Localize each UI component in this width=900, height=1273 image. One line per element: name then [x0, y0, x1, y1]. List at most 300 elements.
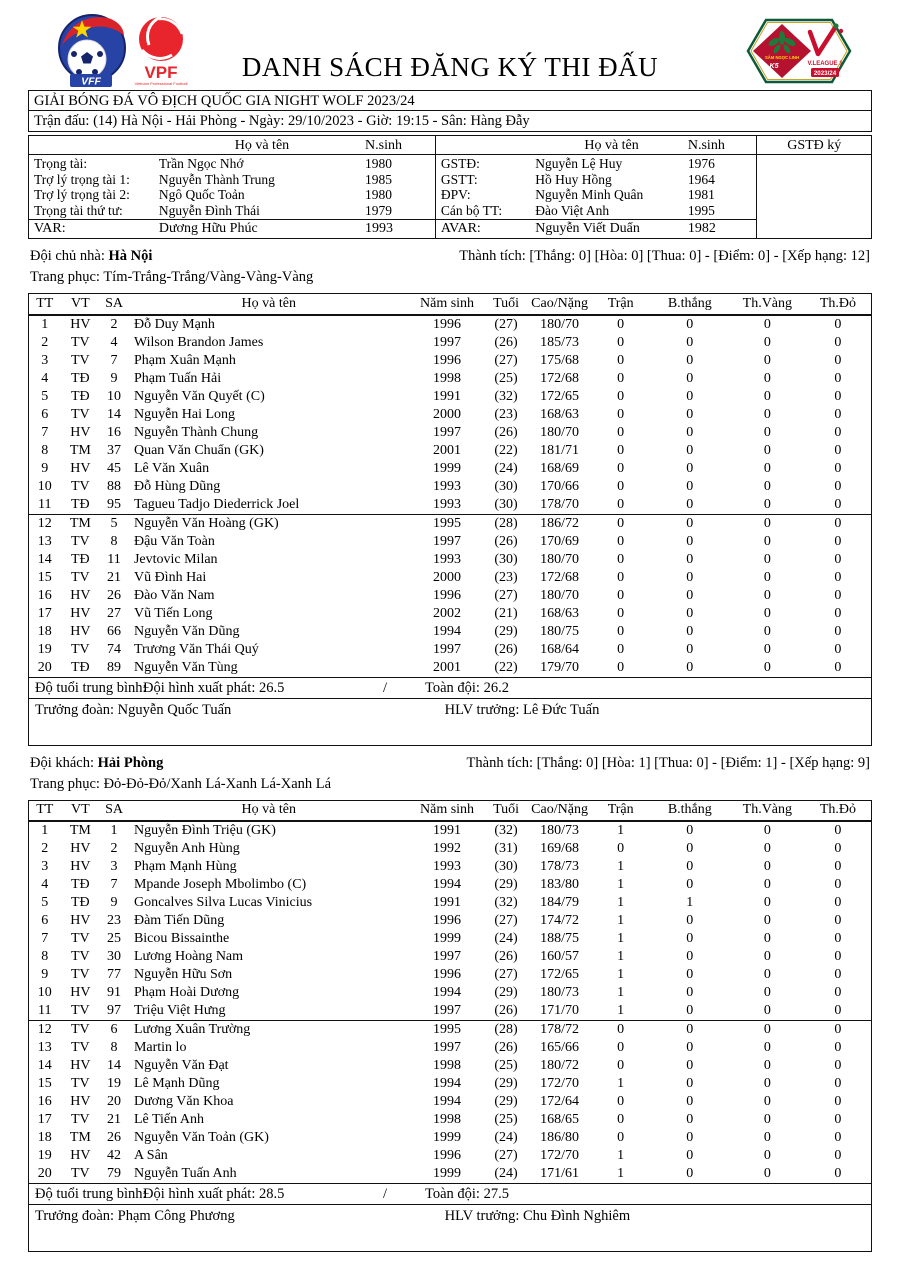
player-matches: 0 — [617, 460, 625, 476]
player-yellow: 0 — [763, 406, 771, 422]
player-yellow: 0 — [763, 985, 771, 1000]
player-hw: 180/73 — [540, 823, 579, 838]
player-vt: TV — [71, 352, 90, 368]
avg-age-row — [29, 677, 872, 698]
official-row — [29, 156, 435, 172]
player-row — [29, 858, 872, 876]
player-age: (30) — [494, 496, 518, 512]
player-born: 1997 — [433, 1003, 462, 1018]
player-wins: 0 — [686, 641, 694, 657]
player-matches: 0 — [617, 641, 625, 657]
player-red: 0 — [834, 895, 842, 910]
player-vt: TĐ — [71, 496, 90, 512]
player-name: Nguyễn Văn Đạt — [133, 1058, 229, 1073]
player-yellow: 0 — [763, 1094, 771, 1109]
player-age: (26) — [494, 1040, 518, 1055]
document-header — [28, 12, 872, 90]
player-sa: 9 — [110, 895, 118, 910]
player-tt: 7 — [41, 931, 49, 946]
official-name: Trần Ngọc Nhớ — [158, 156, 244, 171]
player-red: 0 — [834, 949, 842, 964]
player-red: 0 — [805, 514, 872, 533]
player-wins: 0 — [686, 913, 694, 928]
player-red: 0 — [834, 913, 842, 928]
player-vt: TV — [71, 931, 90, 946]
player-red: 0 — [834, 641, 842, 657]
player-matches: 0 — [617, 533, 625, 549]
player-wins: 0 — [686, 931, 694, 946]
player-yellow: 0 — [763, 1166, 771, 1181]
player-vt: HV — [70, 587, 91, 603]
avg-age-label: Độ tuổi trung bình: — [35, 679, 147, 696]
player-name: Phạm Tuấn Hải — [133, 370, 222, 386]
player-name: Vũ Tiến Long — [133, 605, 213, 621]
official-born: 1982 — [687, 221, 716, 236]
player-row — [29, 370, 872, 388]
player-vt: HV — [70, 1148, 91, 1163]
player-wins: 0 — [686, 478, 694, 494]
player-matches: 0 — [617, 478, 625, 494]
player-born: 1995 — [410, 1021, 485, 1040]
player-sa: 88 — [107, 478, 122, 494]
player-tt: 6 — [41, 913, 49, 928]
player-row — [29, 334, 872, 352]
player-tt: 13 — [37, 1040, 52, 1055]
official-label: VAR: — [34, 221, 66, 236]
player-sa: 21 — [107, 1112, 122, 1127]
signature-column — [756, 136, 871, 238]
col-born-header: N.sinh — [365, 138, 402, 153]
svg-text:SÂM NGỌC LINH: SÂM NGỌC LINH — [765, 55, 799, 60]
signature-header: GSTĐ ký — [757, 136, 871, 155]
officials-right-block — [435, 136, 757, 238]
player-matches: 1 — [617, 985, 625, 1000]
player-tt: 11 — [38, 1003, 52, 1018]
player-yellow: 0 — [763, 841, 771, 856]
player-red: 0 — [834, 370, 842, 386]
home-role-label: Đội chủ nhà: — [30, 248, 105, 264]
player-matches: 0 — [617, 1112, 625, 1127]
player-name: Đỗ Hùng Dũng — [133, 478, 221, 494]
player-red: 0 — [834, 496, 842, 512]
player-tt: 2 — [41, 841, 49, 856]
player-hw: 165/66 — [540, 1040, 579, 1055]
player-matches: 1 — [617, 967, 625, 982]
player-yellow: 0 — [730, 1021, 805, 1040]
player-vt: TĐ — [71, 551, 90, 567]
player-hw: 168/69 — [540, 460, 579, 476]
player-yellow: 0 — [763, 931, 771, 946]
player-yellow: 0 — [763, 823, 771, 838]
player-born: 1997 — [433, 641, 462, 657]
player-age: (32) — [494, 823, 518, 838]
player-age: (27) — [494, 352, 518, 368]
player-age: (27) — [494, 913, 518, 928]
official-label: Trợ lý trọng tài 1: — [34, 171, 130, 187]
officials-left-block — [29, 136, 435, 238]
player-vt: TĐ — [71, 895, 90, 910]
player-age: (27) — [494, 316, 518, 332]
player-tt: 10 — [37, 985, 52, 1000]
head-coach: HLV trưởng: Chu Đình Nghiêm — [444, 1208, 631, 1224]
official-born: 1985 — [365, 171, 393, 187]
player-age: (21) — [494, 605, 518, 621]
player-name: Nguyễn Văn Tùng — [133, 659, 238, 675]
manager: Trưởng đoàn: Nguyễn Quốc Tuấn — [35, 701, 232, 718]
player-sa: 8 — [110, 1040, 118, 1055]
player-name: A Sân — [133, 1148, 168, 1163]
player-hw: 160/57 — [540, 949, 579, 964]
player-hw: 178/73 — [540, 859, 579, 874]
staff-row — [29, 698, 872, 745]
away-squad-table — [28, 800, 872, 1253]
player-age: (25) — [494, 370, 518, 386]
player-hw: 184/79 — [540, 895, 579, 910]
player-vt: TĐ — [71, 370, 90, 386]
player-matches: 0 — [617, 605, 625, 621]
player-hw: 169/68 — [540, 841, 579, 856]
player-sa: 14 — [107, 1058, 122, 1073]
player-sa: 77 — [107, 967, 122, 982]
player-matches: 1 — [617, 949, 625, 964]
home-team-title — [30, 246, 152, 267]
player-yellow: 0 — [730, 514, 805, 533]
player-row — [29, 641, 872, 659]
player-vt: HV — [70, 605, 91, 621]
official-row — [436, 187, 757, 203]
player-sa: 25 — [107, 931, 122, 946]
player-name: Lương Xuân Trường — [128, 1021, 410, 1040]
player-sa: 89 — [107, 659, 122, 675]
player-vt: TM — [69, 823, 91, 838]
away-role-label: Đội khách: — [30, 754, 95, 771]
player-wins: 0 — [686, 370, 694, 386]
head-coach: HLV trưởng: Lê Đức Tuấn — [444, 701, 600, 718]
player-hw: 181/71 — [540, 442, 579, 458]
home-squad-table — [28, 293, 872, 746]
player-matches: 0 — [617, 352, 625, 368]
player-sa: 3 — [110, 859, 118, 874]
official-born: 1981 — [687, 187, 715, 202]
home-team-kit: Trang phục: Tím-Trắng-Trắng/Vàng-Vàng-Vàng — [30, 269, 314, 285]
player-wins: 0 — [686, 587, 694, 603]
player-name: Nguyễn Văn Dũng — [133, 623, 240, 639]
svg-text:VPF: VPF — [144, 63, 178, 82]
player-name: Vũ Đình Hai — [133, 569, 207, 585]
player-name: Lê Mạnh Dũng — [133, 1076, 220, 1091]
player-age: (29) — [494, 877, 518, 892]
player-wins: 0 — [686, 424, 694, 440]
player-age: (26) — [494, 949, 518, 964]
player-matches: 1 — [617, 1166, 625, 1181]
player-tt: 18 — [37, 623, 52, 639]
player-sa: 66 — [107, 623, 122, 639]
player-age: (27) — [494, 967, 518, 982]
player-tt: 3 — [41, 859, 49, 874]
player-tt: 2 — [41, 334, 49, 350]
home-team-section — [28, 246, 872, 746]
player-hw: 170/69 — [540, 533, 579, 549]
player-matches: 0 — [617, 1130, 625, 1145]
player-yellow: 0 — [763, 478, 771, 494]
player-matches: 0 — [617, 1094, 625, 1109]
vleague-badge-icon — [746, 16, 852, 86]
player-red: 0 — [834, 1094, 842, 1109]
player-sa: 8 — [110, 533, 118, 549]
player-row — [29, 1093, 872, 1111]
svg-text:VFF: VFF — [81, 75, 101, 88]
player-red: 0 — [834, 823, 842, 838]
player-sa: 30 — [107, 949, 122, 964]
col-name-header: Họ và tên — [584, 138, 639, 153]
player-tt: 8 — [41, 442, 49, 458]
player-name: Dương Văn Khoa — [133, 1094, 234, 1109]
svg-text:Vietnam Professional Football: Vietnam Professional Football — [134, 81, 188, 86]
player-matches: 0 — [617, 1058, 625, 1073]
squad-header-row: TT VT SA Họ và tên Năm sinh Tuổi Cao/Nặng Trận B.thắng Th.Vàng Th.Đỏ — [29, 294, 872, 315]
svg-text:V.LEAGUE 1: V.LEAGUE 1 — [807, 61, 843, 67]
player-yellow: 0 — [763, 949, 771, 964]
player-vt: TV — [61, 1021, 101, 1040]
player-wins: 0 — [686, 496, 694, 512]
player-hw: 172/64 — [540, 1094, 579, 1109]
player-row — [29, 587, 872, 605]
player-matches: 1 — [617, 877, 625, 892]
player-name: Phạm Hoài Dương — [133, 985, 240, 1000]
player-sa: 26 — [107, 1130, 122, 1145]
player-row — [29, 424, 872, 442]
player-age: (24) — [494, 931, 518, 946]
player-name: Nguyễn Văn Hoàng (GK) — [128, 514, 410, 533]
player-hw: 183/80 — [540, 877, 579, 892]
player-name: Bicou Bissainthe — [133, 931, 230, 946]
player-tt: 18 — [37, 1130, 52, 1145]
player-name: Lê Văn Xuân — [133, 460, 210, 476]
player-yellow: 0 — [763, 659, 771, 675]
player-name: Phạm Mạnh Hùng — [133, 859, 237, 874]
player-sa: 37 — [107, 442, 122, 458]
player-yellow: 0 — [763, 496, 771, 512]
player-red: 0 — [834, 551, 842, 567]
player-wins: 0 — [686, 859, 694, 874]
player-red: 0 — [834, 1003, 842, 1018]
player-vt: TĐ — [71, 659, 90, 675]
player-sa: 42 — [107, 1148, 122, 1163]
official-name: Nguyễn Đình Thái — [158, 202, 260, 218]
player-vt: TV — [71, 967, 90, 982]
starting-avg: Đội hình xuất phát: 26.5 — [143, 679, 285, 696]
player-sa: 23 — [107, 913, 122, 928]
player-tt: 20 — [37, 659, 52, 675]
player-age: (26) — [494, 1003, 518, 1018]
player-age: (24) — [494, 1166, 518, 1181]
player-yellow: 0 — [763, 316, 771, 332]
player-tt: 7 — [41, 424, 49, 440]
official-born: 1964 — [687, 171, 715, 187]
avg-age-row — [29, 1184, 872, 1205]
player-wins: 0 — [686, 460, 694, 476]
player-red: 0 — [834, 659, 842, 675]
player-row — [29, 569, 872, 587]
official-name: Ngô Quốc Toản — [158, 187, 245, 202]
player-red: 0 — [834, 967, 842, 982]
player-row — [29, 514, 872, 533]
player-vt: HV — [70, 460, 91, 476]
player-matches: 1 — [617, 931, 625, 946]
official-name: Dương Hữu Phúc — [158, 221, 258, 236]
player-wins: 0 — [686, 949, 694, 964]
player-row — [29, 1147, 872, 1165]
player-born: 1993 — [433, 478, 462, 494]
player-red: 0 — [834, 1040, 842, 1055]
player-red: 0 — [834, 478, 842, 494]
player-vt: TV — [71, 334, 90, 350]
player-row — [29, 1111, 872, 1129]
player-red: 0 — [834, 442, 842, 458]
player-vt: HV — [70, 913, 91, 928]
player-age: (26) — [494, 641, 518, 657]
player-row — [29, 876, 872, 894]
player-name: Nguyễn Văn Toản (GK) — [133, 1130, 269, 1145]
player-row — [29, 1039, 872, 1057]
player-tt: 4 — [41, 877, 49, 892]
officials-right-rows — [436, 155, 757, 220]
tournament-name: GIẢI BÓNG ĐÁ VÔ ĐỊCH QUỐC GIA NIGHT WOLF 2023/24 — [29, 91, 871, 111]
officials-table — [28, 135, 872, 239]
player-row — [29, 930, 872, 948]
player-matches: 1 — [617, 913, 625, 928]
player-age: (27) — [494, 587, 518, 603]
player-yellow: 0 — [763, 587, 771, 603]
player-name: Nguyễn Văn Quyết (C) — [133, 388, 265, 404]
player-matches: 0 — [617, 841, 625, 856]
player-age: (30) — [494, 859, 518, 874]
player-vt: HV — [70, 985, 91, 1000]
player-wins: 0 — [686, 659, 694, 675]
player-vt: TM — [69, 442, 91, 458]
player-born: 1997 — [433, 1040, 462, 1055]
player-yellow: 0 — [763, 388, 771, 404]
official-name: Nguyễn Viết Duẩn — [535, 221, 640, 236]
player-yellow: 0 — [763, 895, 771, 910]
player-row — [29, 496, 872, 515]
col-born-header: N.sinh — [687, 138, 725, 153]
player-tt: 3 — [41, 352, 49, 368]
player-hw: 172/65 — [540, 967, 579, 982]
player-yellow: 0 — [763, 641, 771, 657]
player-vt: HV — [70, 859, 91, 874]
player-tt: 1 — [41, 316, 49, 332]
player-hw: 186/80 — [540, 1130, 579, 1145]
player-tt: 16 — [37, 587, 52, 603]
player-tt: 15 — [37, 569, 52, 585]
player-sa: 9 — [110, 370, 118, 386]
player-yellow: 0 — [763, 1040, 771, 1055]
player-born: 1994 — [433, 1076, 462, 1091]
player-yellow: 0 — [763, 913, 771, 928]
player-age: (25) — [494, 1058, 518, 1073]
player-sa: 79 — [107, 1166, 122, 1181]
official-label: Trọng tài thứ tư: — [34, 202, 123, 218]
manager: Trưởng đoàn: Phạm Công Phương — [35, 1208, 235, 1224]
player-age: (31) — [494, 841, 518, 856]
player-matches: 0 — [617, 551, 625, 567]
player-hw: 172/70 — [540, 1076, 579, 1091]
player-name: Trương Văn Thái Quý — [133, 641, 259, 657]
player-wins: 0 — [686, 316, 694, 332]
separator: / — [382, 1186, 388, 1202]
staff-row — [29, 1205, 872, 1252]
separator: / — [382, 679, 388, 696]
player-sa: 95 — [107, 496, 122, 512]
player-row — [29, 315, 872, 334]
player-age: (23) — [494, 406, 518, 422]
player-age: (26) — [494, 533, 518, 549]
player-red: 0 — [834, 841, 842, 856]
player-row — [29, 460, 872, 478]
official-row — [29, 187, 435, 203]
player-wins: 0 — [686, 985, 694, 1000]
player-name: Tagueu Tadjo Diederrick Joel — [133, 496, 300, 512]
player-row — [29, 1002, 872, 1021]
player-yellow: 0 — [763, 533, 771, 549]
player-matches: 0 — [617, 388, 625, 404]
player-born: 1991 — [433, 823, 462, 838]
player-yellow: 0 — [763, 605, 771, 621]
player-row — [29, 659, 872, 678]
player-hw: 175/68 — [540, 352, 579, 368]
player-tt: 9 — [41, 967, 49, 982]
player-born: 2002 — [433, 605, 462, 621]
player-row — [29, 1165, 872, 1184]
player-name: Đào Văn Nam — [133, 587, 215, 603]
player-hw: 186/72 — [528, 514, 592, 533]
player-yellow: 0 — [763, 877, 771, 892]
player-matches: 0 — [617, 316, 625, 332]
official-label: Trợ lý trọng tài 2: — [34, 187, 130, 202]
player-matches: 1 — [617, 895, 625, 910]
player-sa: 1 — [110, 823, 118, 838]
player-hw: 180/70 — [540, 316, 579, 332]
player-name: Nguyễn Anh Hùng — [133, 841, 240, 856]
player-matches: 0 — [592, 1021, 650, 1040]
player-born: 1998 — [433, 1112, 462, 1127]
player-wins: 0 — [686, 967, 694, 982]
player-born: 1993 — [433, 496, 462, 512]
official-label: GSTĐ: — [440, 156, 480, 171]
player-red: 0 — [834, 334, 842, 350]
player-red: 0 — [834, 316, 842, 332]
player-hw: 172/70 — [540, 1148, 579, 1163]
official-label: Trọng tài: — [34, 156, 88, 171]
official-label: Cán bộ TT: — [440, 202, 503, 218]
player-wins: 0 — [686, 1094, 694, 1109]
player-red: 0 — [834, 587, 842, 603]
player-yellow: 0 — [763, 1112, 771, 1127]
player-name: Nguyễn Hữu Sơn — [133, 967, 233, 982]
official-label: ĐPV: — [440, 187, 471, 202]
player-matches: 0 — [617, 623, 625, 639]
fullteam-avg: Toàn đội: 26.2 — [425, 679, 509, 696]
player-hw: 174/72 — [540, 913, 579, 928]
player-born: 1994 — [433, 623, 462, 639]
player-wins: 1 — [686, 895, 694, 910]
player-hw: 171/61 — [540, 1166, 579, 1181]
player-tt: 10 — [37, 478, 52, 494]
player-hw: 168/64 — [540, 641, 579, 657]
squad-header-row: TT VT SA Họ và tên Năm sinh Tuổi Cao/Nặng Trận B.thắng Th.Vàng Th.Đỏ — [29, 800, 872, 821]
player-vt: TV — [71, 1166, 90, 1181]
